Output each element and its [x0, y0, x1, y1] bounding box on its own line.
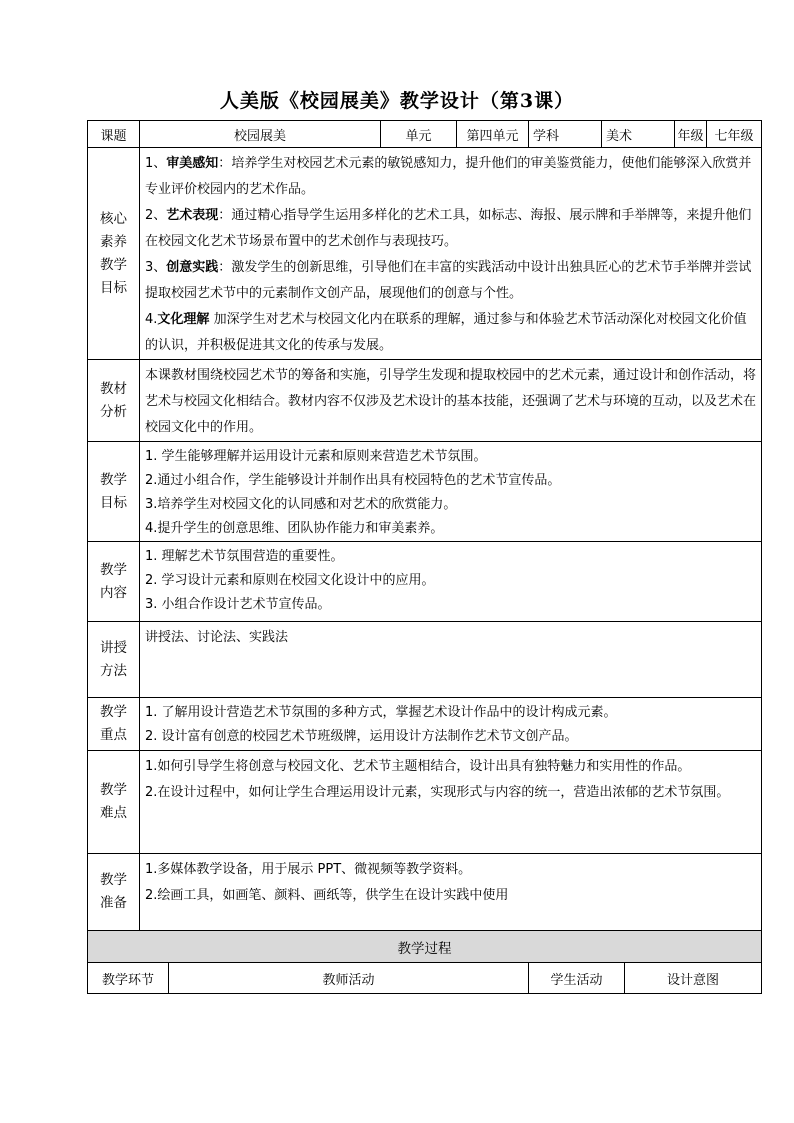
unit-label: 单元: [381, 121, 457, 148]
col-intent: 设计意图: [625, 963, 762, 994]
methods-row: [88, 622, 762, 698]
preparation-item: 1.多媒体教学设备，用于展示 PPT、微视频等教学资料。: [145, 862, 472, 877]
process-title-row: [88, 931, 762, 963]
page-title: 人美版《校园展美》教学设计（第3课）: [219, 90, 575, 112]
content-item: 2. 学习设计元素和原则在校园文化设计中的应用。: [145, 573, 435, 588]
key-point-item: 1. 了解用设计营造艺术节氛围的多种方式，掌握艺术设计作品中的设计构成元素。: [145, 705, 617, 720]
preparation-item: 2.绘画工具，如画笔、颜料、画纸等，供学生在设计实践中使用: [145, 888, 509, 903]
goal-item: 2.通过小组合作，学生能够设计并制作出具有校园特色的艺术节宣传品。: [145, 473, 561, 488]
analysis-label: 教材 分析: [88, 360, 140, 442]
difficulties-content: [140, 751, 762, 854]
header-row: [88, 121, 762, 148]
process-header-row: [88, 963, 762, 994]
content-content: [140, 542, 762, 622]
goals-label: 教学 目标: [88, 442, 140, 542]
key-points-content: [140, 698, 762, 751]
core-content: [140, 148, 762, 360]
content-row: [88, 542, 762, 622]
key-points-label: 教学 重点: [88, 698, 140, 751]
course-value: 校园展美: [140, 121, 381, 148]
grade-value: 七年级: [707, 121, 762, 148]
col-stage: 教学环节: [88, 963, 169, 994]
core-item: 3、创意实践：激发学生的创新思维，引导他们在丰富的实践活动中设计出独具匠心的艺术节手举牌并尝试提取校园艺术节中的元素制作文创产品，展现他们的创意与个性。: [145, 260, 752, 301]
unit-value: 第四单元: [457, 121, 529, 148]
goal-item: 1. 学生能够理解并运用设计元素和原则来营造艺术节氛围。: [145, 449, 487, 464]
core-item: 4.文化理解 加深学生对艺术与校园文化内在联系的理解，通过参与和体验艺术节活动深化对校园文化价值的认识，并积极促进其文化的传承与发展。: [145, 312, 747, 353]
subject-label: 学科: [529, 121, 602, 148]
core-label: 核心 素养 教学 目标: [88, 148, 140, 360]
goal-item: 3.培养学生对校园文化的认同感和对艺术的欣赏能力。: [145, 497, 457, 512]
difficulty-item: 1.如何引导学生将创意与校园文化、艺术节主题相结合，设计出具有独特魅力和实用性的作品。: [145, 759, 691, 774]
analysis-content: 本课教材围绕校园艺术节的筹备和实施，引导学生发现和提取校园中的艺术元素，通过设计和创作活动，将艺术与校园文化相结合。教材内容不仅涉及艺术设计的基本技能，还强调了艺术与环境的互动，以及艺术在校园文化中的作用。: [140, 360, 762, 442]
core-item: 2、艺术表现：通过精心指导学生运用多样化的艺术工具，如标志、海报、展示牌和手举牌等，来提升他们在校园文化艺术节场景布置中的艺术创作与表现技巧。: [145, 208, 752, 249]
col-teacher: 教师活动: [169, 963, 529, 994]
methods-label: 讲授 方法: [88, 622, 140, 698]
course-label: 课题: [88, 121, 140, 148]
methods-content: 讲授法、讨论法、实践法: [140, 622, 762, 698]
content-label: 教学 内容: [88, 542, 140, 622]
lesson-plan-table: [87, 120, 762, 994]
grade-label: 年级: [675, 121, 707, 148]
preparation-row: [88, 854, 762, 931]
difficulties-row: [88, 751, 762, 854]
goals-content: [140, 442, 762, 542]
preparation-label: 教学 准备: [88, 854, 140, 931]
content-item: 1. 理解艺术节氛围营造的重要性。: [145, 549, 344, 564]
col-student: 学生活动: [529, 963, 625, 994]
key-point-item: 2. 设计富有创意的校园艺术节班级牌，运用设计方法制作艺术节文创产品。: [145, 729, 578, 744]
core-item: 1、审美感知：培养学生对校园艺术元素的敏锐感知力，提升他们的审美鉴赏能力，使他们能够深入欣赏并专业评价校园内的艺术作品。: [145, 156, 752, 197]
preparation-content: [140, 854, 762, 931]
key-points-row: [88, 698, 762, 751]
process-title: 教学过程: [88, 931, 762, 963]
goal-item: 4.提升学生的创意思维、团队协作能力和审美素养。: [145, 521, 444, 536]
goals-row: [88, 442, 762, 542]
core-row: [88, 148, 762, 360]
analysis-row: [88, 360, 762, 442]
content-item: 3. 小组合作设计艺术节宣传品。: [145, 597, 331, 612]
difficulties-label: 教学 难点: [88, 751, 140, 854]
difficulty-item: 2.在设计过程中，如何让学生合理运用设计元素，实现形式与内容的统一，营造出浓郁的艺术节氛围。: [145, 785, 730, 800]
subject-value: 美术: [602, 121, 675, 148]
